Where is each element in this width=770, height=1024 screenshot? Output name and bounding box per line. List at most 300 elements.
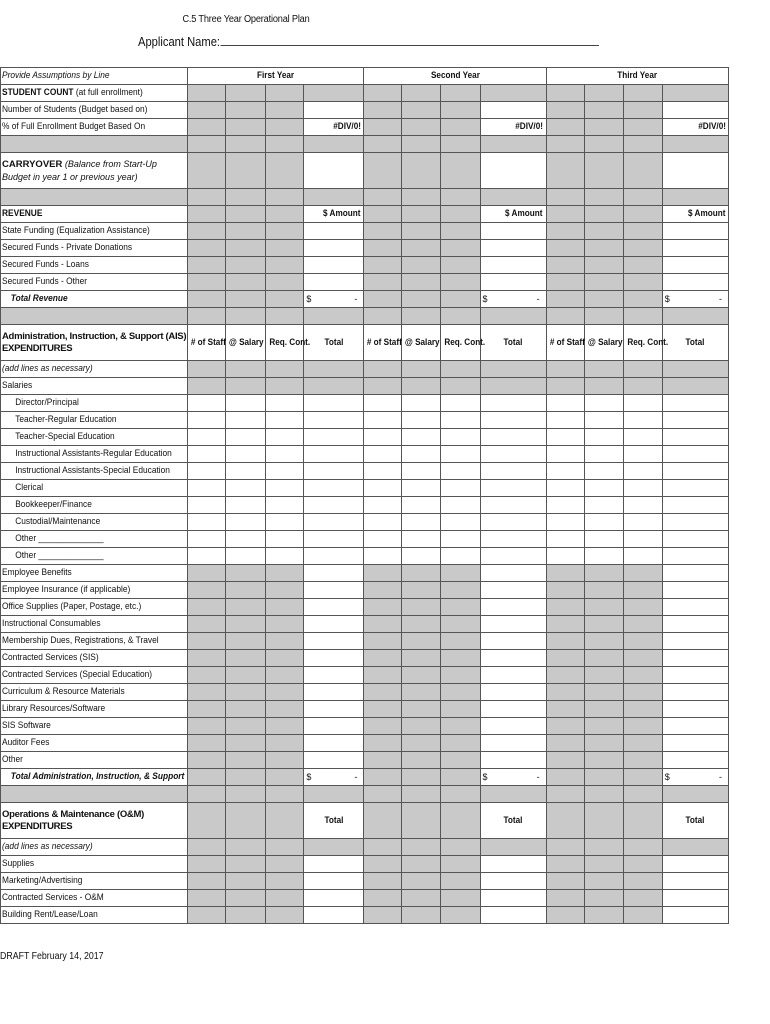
entry-cell[interactable] <box>441 206 480 223</box>
entry-cell[interactable] <box>441 650 480 667</box>
total-cell[interactable] <box>304 667 364 684</box>
total-cell[interactable] <box>304 223 364 240</box>
entry-cell[interactable] <box>584 839 623 856</box>
entry-cell[interactable] <box>441 85 480 102</box>
entry-cell[interactable] <box>441 480 480 497</box>
entry-cell[interactable] <box>584 257 623 274</box>
entry-cell[interactable] <box>188 497 226 514</box>
entry-cell[interactable] <box>546 873 584 890</box>
entry-cell[interactable] <box>266 684 304 701</box>
total-cell[interactable] <box>480 803 546 839</box>
entry-cell[interactable] <box>623 786 662 803</box>
entry-cell[interactable] <box>546 291 584 308</box>
entry-cell[interactable] <box>402 616 441 633</box>
entry-cell[interactable] <box>304 136 364 153</box>
entry-cell[interactable] <box>480 497 546 514</box>
entry-cell[interactable] <box>304 786 364 803</box>
entry-cell[interactable] <box>546 136 584 153</box>
entry-cell[interactable] <box>226 873 266 890</box>
entry-cell[interactable] <box>188 189 226 206</box>
entry-cell[interactable] <box>584 735 623 752</box>
entry-cell[interactable] <box>546 786 584 803</box>
entry-cell[interactable] <box>188 769 226 786</box>
entry-cell[interactable] <box>266 136 304 153</box>
entry-cell[interactable] <box>662 531 728 548</box>
entry-cell[interactable] <box>304 463 364 480</box>
entry-cell[interactable] <box>584 291 623 308</box>
entry-cell[interactable] <box>226 616 266 633</box>
entry-cell[interactable] <box>623 565 662 582</box>
entry-cell[interactable] <box>441 531 480 548</box>
entry-cell[interactable] <box>266 378 304 395</box>
entry-cell[interactable] <box>441 769 480 786</box>
entry-cell[interactable] <box>441 497 480 514</box>
entry-cell[interactable] <box>402 429 441 446</box>
entry-cell[interactable] <box>623 102 662 119</box>
entry-cell[interactable] <box>584 531 623 548</box>
entry-cell[interactable] <box>480 85 546 102</box>
entry-cell[interactable] <box>546 582 584 599</box>
entry-cell[interactable] <box>364 136 402 153</box>
entry-cell[interactable] <box>266 769 304 786</box>
entry-cell[interactable] <box>584 701 623 718</box>
entry-cell[interactable] <box>188 548 226 565</box>
entry-cell[interactable] <box>364 274 402 291</box>
entry-cell[interactable] <box>364 429 402 446</box>
entry-cell[interactable] <box>623 153 662 189</box>
entry-cell[interactable] <box>188 718 226 735</box>
total-cell[interactable] <box>480 718 546 735</box>
entry-cell[interactable] <box>266 633 304 650</box>
entry-cell[interactable] <box>226 240 266 257</box>
entry-cell[interactable] <box>402 514 441 531</box>
entry-cell[interactable] <box>266 735 304 752</box>
entry-cell[interactable] <box>662 378 728 395</box>
entry-cell[interactable] <box>188 873 226 890</box>
entry-cell[interactable] <box>364 480 402 497</box>
entry-cell[interactable] <box>546 633 584 650</box>
entry-cell[interactable] <box>584 752 623 769</box>
total-cell[interactable] <box>304 153 364 189</box>
entry-cell[interactable] <box>266 257 304 274</box>
total-cell[interactable] <box>304 257 364 274</box>
entry-cell[interactable] <box>402 856 441 873</box>
entry-cell[interactable] <box>266 701 304 718</box>
entry-cell[interactable] <box>226 378 266 395</box>
entry-cell[interactable] <box>364 257 402 274</box>
entry-cell[interactable] <box>402 206 441 223</box>
entry-cell[interactable] <box>402 240 441 257</box>
entry-cell[interactable] <box>584 85 623 102</box>
total-cell[interactable] <box>662 153 728 189</box>
entry-cell[interactable] <box>266 361 304 378</box>
total-cell[interactable] <box>304 633 364 650</box>
entry-cell[interactable] <box>226 274 266 291</box>
total-cell[interactable] <box>662 274 728 291</box>
entry-cell[interactable] <box>546 890 584 907</box>
entry-cell[interactable] <box>304 446 364 463</box>
total-cell[interactable] <box>480 650 546 667</box>
entry-cell[interactable] <box>266 480 304 497</box>
entry-cell[interactable] <box>402 531 441 548</box>
entry-cell[interactable] <box>623 378 662 395</box>
entry-cell[interactable] <box>266 274 304 291</box>
entry-cell[interactable] <box>584 907 623 924</box>
total-cell[interactable] <box>662 599 728 616</box>
entry-cell[interactable] <box>226 548 266 565</box>
entry-cell[interactable] <box>546 378 584 395</box>
entry-cell[interactable] <box>402 599 441 616</box>
entry-cell[interactable] <box>584 650 623 667</box>
total-cell[interactable] <box>480 684 546 701</box>
entry-cell[interactable] <box>623 308 662 325</box>
total-cell[interactable] <box>662 291 728 308</box>
entry-cell[interactable] <box>441 873 480 890</box>
entry-cell[interactable] <box>584 446 623 463</box>
entry-cell[interactable] <box>623 684 662 701</box>
total-cell[interactable] <box>304 650 364 667</box>
total-cell[interactable] <box>304 701 364 718</box>
entry-cell[interactable] <box>623 446 662 463</box>
entry-cell[interactable] <box>226 223 266 240</box>
total-cell[interactable] <box>304 803 364 839</box>
entry-cell[interactable] <box>364 378 402 395</box>
entry-cell[interactable] <box>402 378 441 395</box>
entry-cell[interactable] <box>584 153 623 189</box>
entry-cell[interactable] <box>266 616 304 633</box>
entry-cell[interactable] <box>623 463 662 480</box>
entry-cell[interactable] <box>480 136 546 153</box>
entry-cell[interactable] <box>188 395 226 412</box>
entry-cell[interactable] <box>623 856 662 873</box>
entry-cell[interactable] <box>188 446 226 463</box>
entry-cell[interactable] <box>364 839 402 856</box>
entry-cell[interactable] <box>441 803 480 839</box>
total-cell[interactable] <box>304 856 364 873</box>
entry-cell[interactable] <box>266 308 304 325</box>
total-cell[interactable] <box>480 274 546 291</box>
entry-cell[interactable] <box>584 856 623 873</box>
entry-cell[interactable] <box>226 769 266 786</box>
entry-cell[interactable] <box>480 480 546 497</box>
entry-cell[interactable] <box>188 565 226 582</box>
total-cell[interactable] <box>480 119 546 136</box>
entry-cell[interactable] <box>402 907 441 924</box>
entry-cell[interactable] <box>188 514 226 531</box>
entry-cell[interactable] <box>364 856 402 873</box>
total-cell[interactable] <box>480 633 546 650</box>
entry-cell[interactable] <box>662 412 728 429</box>
entry-cell[interactable] <box>584 206 623 223</box>
entry-cell[interactable] <box>266 890 304 907</box>
entry-cell[interactable] <box>441 839 480 856</box>
entry-cell[interactable] <box>226 412 266 429</box>
entry-cell[interactable] <box>441 684 480 701</box>
entry-cell[interactable] <box>226 718 266 735</box>
entry-cell[interactable] <box>480 189 546 206</box>
entry-cell[interactable] <box>364 291 402 308</box>
entry-cell[interactable] <box>662 189 728 206</box>
entry-cell[interactable] <box>441 856 480 873</box>
entry-cell[interactable] <box>662 85 728 102</box>
entry-cell[interactable] <box>226 582 266 599</box>
entry-cell[interactable] <box>304 412 364 429</box>
entry-cell[interactable] <box>226 85 266 102</box>
entry-cell[interactable] <box>226 429 266 446</box>
entry-cell[interactable] <box>623 718 662 735</box>
entry-cell[interactable] <box>662 548 728 565</box>
entry-cell[interactable] <box>402 361 441 378</box>
entry-cell[interactable] <box>546 599 584 616</box>
entry-cell[interactable] <box>402 497 441 514</box>
entry-cell[interactable] <box>364 582 402 599</box>
entry-cell[interactable] <box>623 531 662 548</box>
total-cell[interactable] <box>304 119 364 136</box>
entry-cell[interactable] <box>546 531 584 548</box>
entry-cell[interactable] <box>623 599 662 616</box>
entry-cell[interactable] <box>402 565 441 582</box>
entry-cell[interactable] <box>266 102 304 119</box>
entry-cell[interactable] <box>226 531 266 548</box>
entry-cell[interactable] <box>226 189 266 206</box>
total-cell[interactable] <box>304 907 364 924</box>
entry-cell[interactable] <box>188 291 226 308</box>
entry-cell[interactable] <box>546 119 584 136</box>
total-cell[interactable] <box>480 616 546 633</box>
entry-cell[interactable] <box>266 240 304 257</box>
total-cell[interactable] <box>480 153 546 189</box>
entry-cell[interactable] <box>584 189 623 206</box>
entry-cell[interactable] <box>480 463 546 480</box>
entry-cell[interactable] <box>266 223 304 240</box>
entry-cell[interactable] <box>304 839 364 856</box>
entry-cell[interactable] <box>364 633 402 650</box>
entry-cell[interactable] <box>364 206 402 223</box>
entry-cell[interactable] <box>266 531 304 548</box>
entry-cell[interactable] <box>266 718 304 735</box>
entry-cell[interactable] <box>546 752 584 769</box>
entry-cell[interactable] <box>188 153 226 189</box>
entry-cell[interactable] <box>623 582 662 599</box>
entry-cell[interactable] <box>623 514 662 531</box>
entry-cell[interactable] <box>546 565 584 582</box>
entry-cell[interactable] <box>402 752 441 769</box>
entry-cell[interactable] <box>226 839 266 856</box>
entry-cell[interactable] <box>623 769 662 786</box>
entry-cell[interactable] <box>226 497 266 514</box>
entry-cell[interactable] <box>226 856 266 873</box>
entry-cell[interactable] <box>402 257 441 274</box>
entry-cell[interactable] <box>623 429 662 446</box>
entry-cell[interactable] <box>364 153 402 189</box>
entry-cell[interactable] <box>226 463 266 480</box>
entry-cell[interactable] <box>480 395 546 412</box>
entry-cell[interactable] <box>188 599 226 616</box>
entry-cell[interactable] <box>188 633 226 650</box>
entry-cell[interactable] <box>584 616 623 633</box>
entry-cell[interactable] <box>188 616 226 633</box>
total-cell[interactable] <box>662 803 728 839</box>
total-cell[interactable] <box>662 565 728 582</box>
entry-cell[interactable] <box>441 890 480 907</box>
entry-cell[interactable] <box>402 463 441 480</box>
entry-cell[interactable] <box>584 684 623 701</box>
total-cell[interactable] <box>480 599 546 616</box>
entry-cell[interactable] <box>480 361 546 378</box>
entry-cell[interactable] <box>188 223 226 240</box>
entry-cell[interactable] <box>441 412 480 429</box>
entry-cell[interactable] <box>304 395 364 412</box>
entry-cell[interactable] <box>188 119 226 136</box>
entry-cell[interactable] <box>662 136 728 153</box>
entry-cell[interactable] <box>546 803 584 839</box>
entry-cell[interactable] <box>266 463 304 480</box>
entry-cell[interactable] <box>441 240 480 257</box>
entry-cell[interactable] <box>364 873 402 890</box>
entry-cell[interactable] <box>226 514 266 531</box>
entry-cell[interactable] <box>364 616 402 633</box>
entry-cell[interactable] <box>304 85 364 102</box>
entry-cell[interactable] <box>623 907 662 924</box>
entry-cell[interactable] <box>402 189 441 206</box>
total-cell[interactable] <box>304 616 364 633</box>
entry-cell[interactable] <box>441 786 480 803</box>
entry-cell[interactable] <box>623 873 662 890</box>
entry-cell[interactable] <box>266 548 304 565</box>
total-cell[interactable] <box>304 735 364 752</box>
entry-cell[interactable] <box>402 839 441 856</box>
entry-cell[interactable] <box>584 378 623 395</box>
entry-cell[interactable] <box>623 240 662 257</box>
entry-cell[interactable] <box>266 599 304 616</box>
entry-cell[interactable] <box>480 548 546 565</box>
entry-cell[interactable] <box>402 308 441 325</box>
entry-cell[interactable] <box>623 752 662 769</box>
entry-cell[interactable] <box>441 257 480 274</box>
entry-cell[interactable] <box>188 752 226 769</box>
entry-cell[interactable] <box>364 718 402 735</box>
entry-cell[interactable] <box>364 890 402 907</box>
entry-cell[interactable] <box>584 786 623 803</box>
total-cell[interactable] <box>480 873 546 890</box>
entry-cell[interactable] <box>623 119 662 136</box>
entry-cell[interactable] <box>623 497 662 514</box>
total-cell[interactable] <box>480 206 546 223</box>
entry-cell[interactable] <box>623 189 662 206</box>
entry-cell[interactable] <box>546 907 584 924</box>
total-cell[interactable] <box>662 752 728 769</box>
entry-cell[interactable] <box>402 650 441 667</box>
entry-cell[interactable] <box>546 395 584 412</box>
entry-cell[interactable] <box>546 650 584 667</box>
entry-cell[interactable] <box>266 565 304 582</box>
entry-cell[interactable] <box>441 582 480 599</box>
entry-cell[interactable] <box>364 497 402 514</box>
entry-cell[interactable] <box>188 102 226 119</box>
entry-cell[interactable] <box>402 890 441 907</box>
total-cell[interactable] <box>304 873 364 890</box>
entry-cell[interactable] <box>188 701 226 718</box>
entry-cell[interactable] <box>402 274 441 291</box>
entry-cell[interactable] <box>266 839 304 856</box>
entry-cell[interactable] <box>364 684 402 701</box>
total-cell[interactable] <box>480 102 546 119</box>
entry-cell[interactable] <box>584 412 623 429</box>
entry-cell[interactable] <box>441 514 480 531</box>
entry-cell[interactable] <box>266 514 304 531</box>
entry-cell[interactable] <box>546 153 584 189</box>
entry-cell[interactable] <box>441 189 480 206</box>
entry-cell[interactable] <box>188 480 226 497</box>
total-cell[interactable] <box>662 735 728 752</box>
entry-cell[interactable] <box>441 735 480 752</box>
entry-cell[interactable] <box>402 873 441 890</box>
entry-cell[interactable] <box>623 412 662 429</box>
entry-cell[interactable] <box>584 480 623 497</box>
entry-cell[interactable] <box>441 136 480 153</box>
entry-cell[interactable] <box>364 701 402 718</box>
entry-cell[interactable] <box>364 803 402 839</box>
entry-cell[interactable] <box>364 395 402 412</box>
entry-cell[interactable] <box>402 223 441 240</box>
entry-cell[interactable] <box>441 378 480 395</box>
total-cell[interactable] <box>662 856 728 873</box>
total-cell[interactable] <box>480 582 546 599</box>
entry-cell[interactable] <box>441 119 480 136</box>
entry-cell[interactable] <box>584 361 623 378</box>
entry-cell[interactable] <box>304 497 364 514</box>
entry-cell[interactable] <box>304 548 364 565</box>
entry-cell[interactable] <box>364 240 402 257</box>
entry-cell[interactable] <box>584 274 623 291</box>
entry-cell[interactable] <box>441 446 480 463</box>
entry-cell[interactable] <box>364 189 402 206</box>
entry-cell[interactable] <box>226 907 266 924</box>
entry-cell[interactable] <box>441 752 480 769</box>
entry-cell[interactable] <box>364 85 402 102</box>
entry-cell[interactable] <box>266 582 304 599</box>
entry-cell[interactable] <box>266 153 304 189</box>
entry-cell[interactable] <box>441 616 480 633</box>
entry-cell[interactable] <box>584 667 623 684</box>
total-cell[interactable] <box>304 684 364 701</box>
entry-cell[interactable] <box>266 497 304 514</box>
total-cell[interactable] <box>662 616 728 633</box>
entry-cell[interactable] <box>402 412 441 429</box>
entry-cell[interactable] <box>623 803 662 839</box>
entry-cell[interactable] <box>441 599 480 616</box>
entry-cell[interactable] <box>188 839 226 856</box>
entry-cell[interactable] <box>546 701 584 718</box>
total-cell[interactable] <box>662 650 728 667</box>
total-cell[interactable] <box>662 257 728 274</box>
entry-cell[interactable] <box>226 136 266 153</box>
total-cell[interactable] <box>662 240 728 257</box>
entry-cell[interactable] <box>546 514 584 531</box>
entry-cell[interactable] <box>188 856 226 873</box>
total-cell[interactable] <box>304 274 364 291</box>
entry-cell[interactable] <box>584 102 623 119</box>
entry-cell[interactable] <box>188 463 226 480</box>
entry-cell[interactable] <box>662 497 728 514</box>
entry-cell[interactable] <box>584 119 623 136</box>
total-cell[interactable] <box>662 206 728 223</box>
entry-cell[interactable] <box>364 514 402 531</box>
entry-cell[interactable] <box>584 565 623 582</box>
entry-cell[interactable] <box>623 85 662 102</box>
entry-cell[interactable] <box>266 119 304 136</box>
entry-cell[interactable] <box>188 206 226 223</box>
